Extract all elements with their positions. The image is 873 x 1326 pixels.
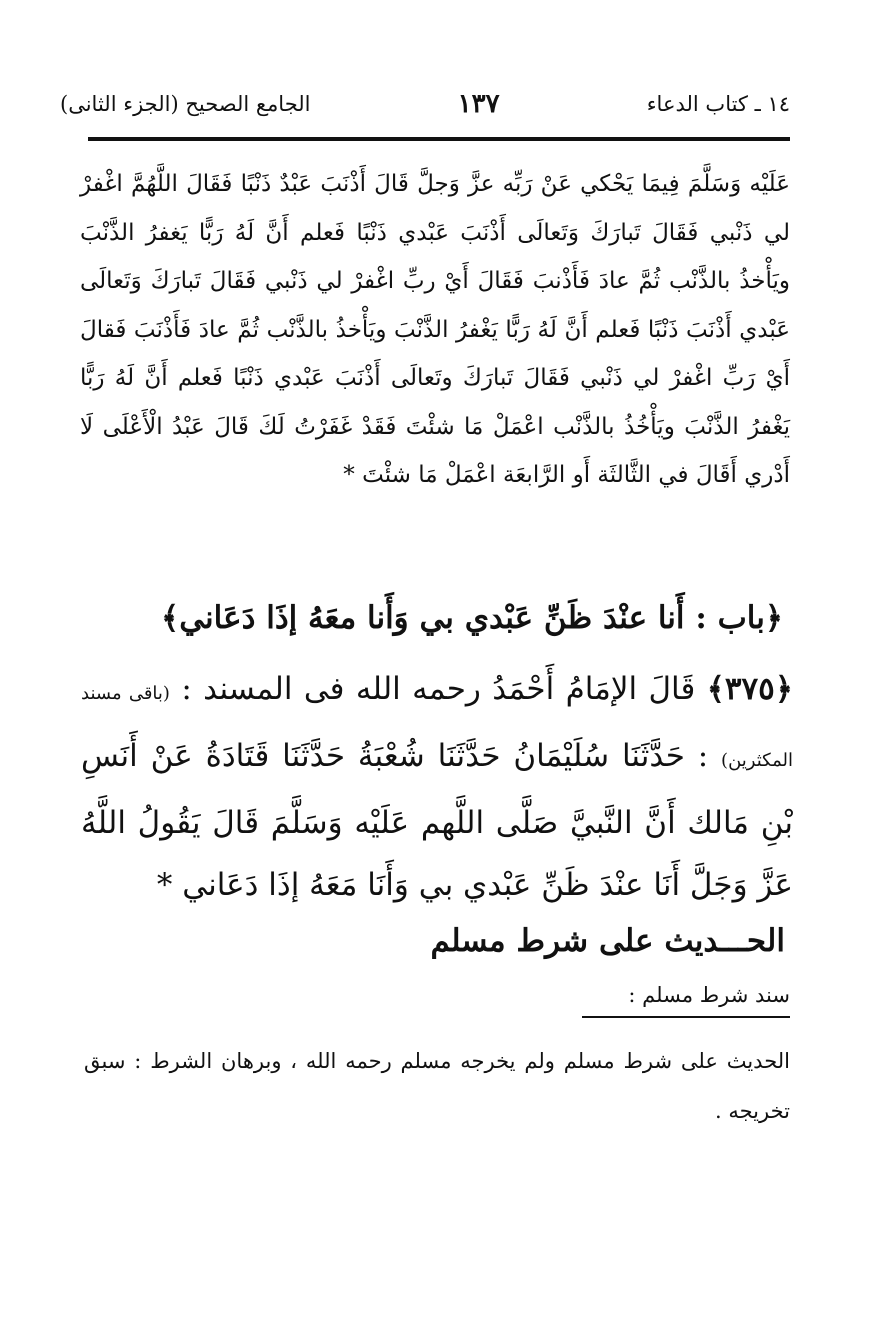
page-number: ١٣٧ xyxy=(457,89,500,119)
note-heading: سند شرط مسلم : xyxy=(582,978,790,1018)
page-header xyxy=(60,82,790,126)
hadith-intro: قَالَ الإمَامُ أَحْمَدُ رحمه الله فى المسند : xyxy=(181,671,696,707)
header-rule xyxy=(88,137,790,141)
hadith-number: ﴿٣٧٥﴾ xyxy=(706,671,793,707)
section-title: ﴿باب : أَنا عنْدَ ظَنِّ عَبْدي بي وَأَنا معَهُ إذَا دَعَاني﴾ xyxy=(161,600,783,636)
hadith-continuation: عَلَيْه وَسَلَّمَ فِيمَا يَحْكي عَنْ رَبِّه عزَّ وَجلَّ قَالَ أَذْنَبَ عَبْدٌ ذَنْبًا فَقَالَ اللَّهُمَّ اغْفرْ لي ذَنْبي فَقَالَ تَبارَكَ وَتَعالَى أَذْنَبَ عَبْدي ذَنْبًا فَعلم أَنَّ لَهُ رَبًّا يَغفرُ الذَّنْبَ ويَأْخذُ بالذَّنْب ثُمَّ عادَ فَأَذْنبَ فَقَالَ أَيْ ربِّ اغْفرْ لي ذَنْبي فَقَالَ تَبارَكَ وَتَعالَى عَبْدي أَذْنَبَ ذَنْبًا فَعلم أَنَّ لَهُ رَبًّا يَغْفرُ الذَّنْبَ ويَأْخذُ بالذَّنْب ثُمَّ عادَ فَأَذْنَبَ فَقالَ أَيْ رَبِّ اغْفرْ لي ذَنْبي فَقَالَ تَبارَكَ وتَعالَى أَذْنَبَ عَبْدي ذَنْبًا فَعلم أَنَّ لَهُ رَبًّا يَغْفرُ الذَّنْبَ ويَأْخُذُ بالذَّنْب اعْمَلْ مَا شئْتَ فَقَدْ غَفَرْتُ لَكَ قَالَ عَبْدُ الْأَعْلَى لَا أَدْري أَقَالَ في الثَّالثَة أَو الرَّابعَة اعْمَلْ مَا شئْتَ * xyxy=(80,171,790,488)
hadith-source: (باقى مسند المكثرين) xyxy=(81,683,793,771)
hadith-verdict: الحـــديث على شرط مسلم xyxy=(430,923,785,959)
hadith-text: : حَدَّثَنَا سُلَيْمَانُ حَدَّثَنَا شُعْبَةُ حَدَّثَنَا قَتَادَةُ عَنْ أَنَسِ بْنِ مَالك أَنَّ النَّبيَّ صَلَّى اللَّهم عَلَيْه وَسَلَّمَ قَالَ يَقُولُ اللَّهُ عَزَّ وَجَلَّ أَنَا عنْدَ ظَنِّ عَبْدي بي وَأَنَا مَعَهُ إذَا دَعَاني * xyxy=(81,738,793,903)
book-title: الجامع الصحيح (الجزء الثانى) xyxy=(60,92,311,116)
note-body: الحديث على شرط مسلم ولم يخرجه مسلم رحمه الله ، وبرهان الشرط : سبق تخريجه . xyxy=(84,1049,790,1123)
chapter-title: ١٤ ـ كتاب الدعاء xyxy=(646,92,790,116)
hadith-375 xyxy=(81,658,793,916)
